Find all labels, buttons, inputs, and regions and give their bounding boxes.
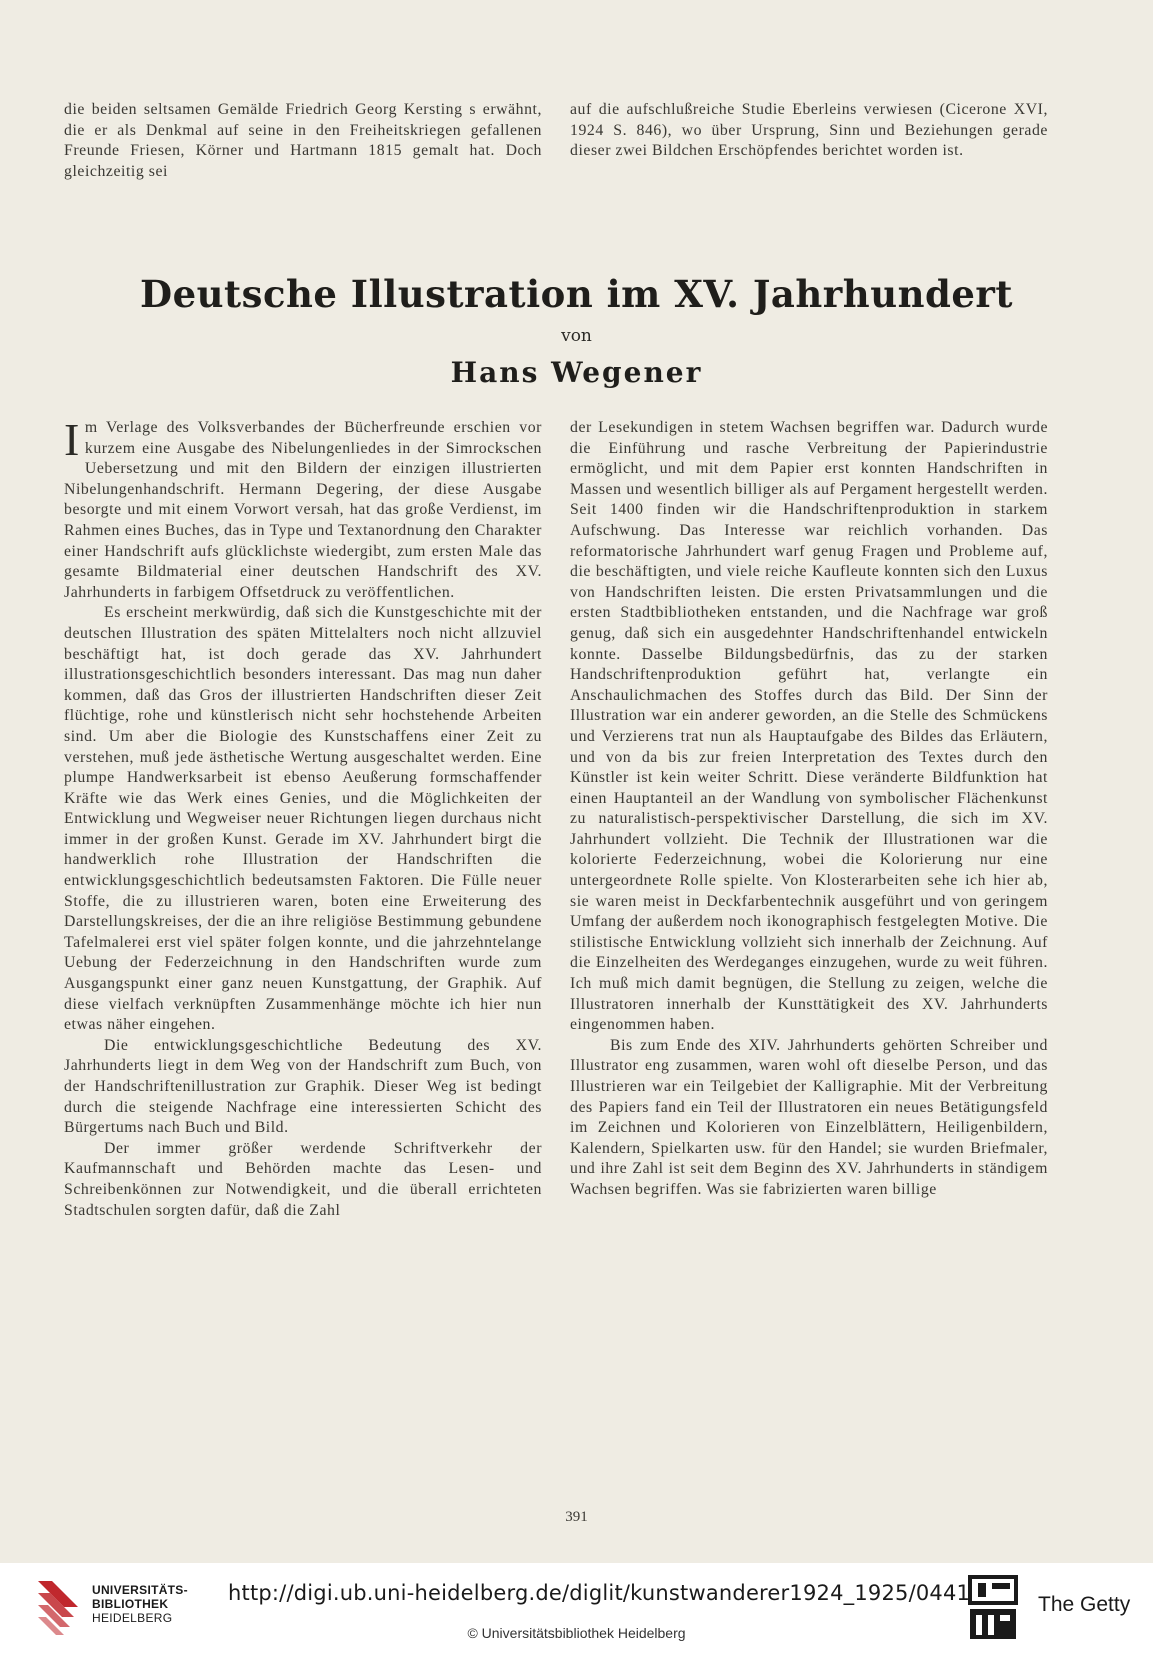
paragraph-intro [64,414,542,603]
top-left-column [64,100,542,182]
paragraph: Die entwicklungsgeschichtliche Bedeutung des XV. Jahrhunderts liegt in dem Weg von der Handschrift zum Buch, von der Handschriftenillustration zur Graphik. Dieser Weg ist bedingt durch die steigende Nachfrage eine interessierten Schicht des Bürgertums nach Buch und Bild. [64,1036,542,1137]
author-name: Hans Wegener [450,356,703,389]
library-name-line: UNIVERSITÄTS- [92,1583,188,1597]
drop-cap: I [64,414,80,465]
top-left-text: die beiden seltsamen Gemälde Friedrich Georg Kersting s erwähnt, die er als Denkmal auf seine in den Freiheitskriegen gefallenen Freunde Friesen, Körner und Hartmann 1815 gemalt hat. Doch gleichzeitig sei [64,101,542,180]
copyright-notice: © Universitätsbibliothek Heidelberg [467,1625,686,1641]
permalink-url[interactable]: http://digi.ub.uni-heidelberg.de/diglit/kunstwanderer1924_1925/0441 [228,1581,971,1605]
main-left-column [64,414,542,1221]
getty-logo-icon [968,1575,1018,1641]
library-name-line: BIBLIOTHEK [92,1597,169,1611]
top-right-column [570,100,1048,162]
footer-bar [0,1563,1153,1654]
paragraph: Bis zum Ende des XIV. Jahrhunderts gehörten Schreiber und Illustrator eng zusammen, waren wohl oft dieselbe Person, und das Illustrieren war ein Teilgebiet der Kalligraphie. Mit der Verbreitung des Papiers fand ein Teil der Illustratoren ein neues Betätigungsfeld im Zeichnen und Kolorieren von Einzelblättern, Heiligenbildern, Kalendern, Spielkarten usw. für den Handel; sie wurden Briefmaler, und ihre Zahl ist seit dem Beginn des XV. Jahrhunderts in ständigem Wachsen begriffen. Was sie fabrizierten waren billige [570,1036,1048,1198]
getty-label: The Getty [1038,1593,1131,1616]
library-name-line: HEIDELBERG [92,1611,173,1625]
library-name [92,1583,188,1625]
paragraph: Es erscheint merkwürdig, daß sich die Kunstgeschichte mit der deutschen Illustration des späten Mittelalters noch nicht allzuviel beschäftigt hat, ist doch gerade das XV. Jahrhundert illustrationsgeschichtlich besonders interessant. Das mag nun daher kommen, daß das Gros der illustrierten Handschriften dieser Zeit flüchtige, rohe und künstlerisch nicht sehr hochstehende Arbeiten sind. Um aber die Biologie des Kunstschaffens einer Zeit zu verstehen, muß jede ästhetische Wertung ausgeschaltet werden. Eine plumpe Handwerksarbeit ist ebenso Aeußerung formschaffender Kräfte wie das Werk eines Genies, und die Möglichkeiten der Entwicklung und Wegweiser neuer Richtungen liegen durchaus nicht immer in der großen Kunst. Gerade im XV. Jahrhundert birgt die handwerklich rohe Illustration der Handschriften die entwicklungsgeschichtlich bedeutsamsten Faktoren. Die Fülle neuer Stoffe, die zu illustrieren waren, boten eine Erweiterung des Darstellungskreises, der die an ihre religiöse Bestimmung gebundene Tafelmalerei erst viel später folgen konnte, und die jahrzehntelange Uebung der Federzeichnung in den Handschriften wurde zum Ausgangspunkt einer ganz neuen Kunstgattung, der Graphik. Auf diese vielfach verknüpften Zusammenhänge möchte ich hier nun etwas näher eingehen. [64,604,542,1034]
top-right-text: auf die aufschlußreiche Studie Eberleins verwiesen (Cicerone XVI, 1924 S. 846), wo über Ursprung, Sinn und Beziehungen gerade dieser zwei Bildchen Erschöpfendes berichtet worden ist. [570,101,1048,160]
article-title: Deutsche Illustration im XV. Jahrhundert [140,272,1013,316]
paragraph-intro-text: m Verlage des Volksverbandes der Bücherfreunde erschien vor kurzem eine Ausgabe des Nibelungenliedes in der Simrockschen Uebersetzung und mit den Bildern der einzigen illustrierten Nibelungenhandschrift. Hermann Degering, der diese Ausgabe besorgte und mit einem Vorwort versah, hat das große Verdienst, im Rahmen eines Buches, das in Type und Textanordnung den Charakter einer Handschrift aufs glücklichste wiedergibt, zum ersten Male das gesamte Bildmaterial einer deutschen Handschrift des XV. Jahrhunderts in farbigem Offsetdruck zu veröffentlichen. [64,419,542,601]
main-right-column [570,418,1048,1201]
page-number: 391 [565,1509,588,1525]
byline-von: von [561,326,592,346]
paragraph: Der immer größer werdende Schriftverkehr der Kaufmannschaft und Behörden machte das Lesen- und Schreibenkönnen zur Notwendigkeit, und die überall errichteten Stadtschulen sorgten dafür, daß die Zahl [64,1139,542,1219]
paragraph: der Lesekundigen in stetem Wachsen begriffen war. Dadurch wurde die Einführung und rasche Verbreitung der Papierindustrie ermöglicht, und mit dem Papier erst konnten Handschriften in Massen und wesentlich billiger als auf Pergament hergestellt werden. Seit 1400 finden wir die Handschriftenproduktion in starkem Aufschwung. Das Interesse war reichlich vorhanden. Das reformatorische Jahrhundert warf genug Fragen und Probleme auf, die beschäftigten, und viele reiche Kaufleute konnten sich den Luxus von Handschriften leisten. Die ersten Privatsammlungen und die ersten Stadtbibliotheken entstanden, und die Nachfrage war groß genug, daß sich ein ausgedehnter Handschriftenhandel entwickeln konnte. Dasselbe Bildungsbedürfnis, das zu der starken Handschriftenproduktion geführt hat, verlangte ein Anschaulichmachen des Stoffes durch das Bild. Der Sinn der Illustration war ein anderer geworden, an die Stelle des Schmückens und Verzierens trat nun als Hauptaufgabe des Bildes das Erläutern, und von da bis zur freien Interpretation des Textes durch den Künstler ist kein weiter Schritt. Diese veränderte Bildfunktion hat einen Hauptanteil an der Wandlung von symbolischer Flächenkunst zu naturalistisch-perspektivischer Darstellung, die sich im XV. Jahrhundert vollzieht. Die Technik der Illustrationen war die kolorierte Federzeichnung, wobei die Kolorierung nur eine untergeordnete Rolle spielte. Von Klosterarbeiten sehe ich hier ab, sie waren meist in Deckfarbentechnik ausgeführt und von geringem Umfang der außerdem noch ikonographisch festgelegten Motive. Die stilistische Entwicklung vollzieht sich innerhalb der Zeichnung. Auf die Einzelheiten des Werdeganges einzugehen, wurde zu weit führen. Ich muß mich damit begnügen, die Stellung zu zeigen, welche die Illustratoren innerhalb der Kunsttätigkeit des XV. Jahrhunderts eingenommen haben. [570,419,1048,1034]
